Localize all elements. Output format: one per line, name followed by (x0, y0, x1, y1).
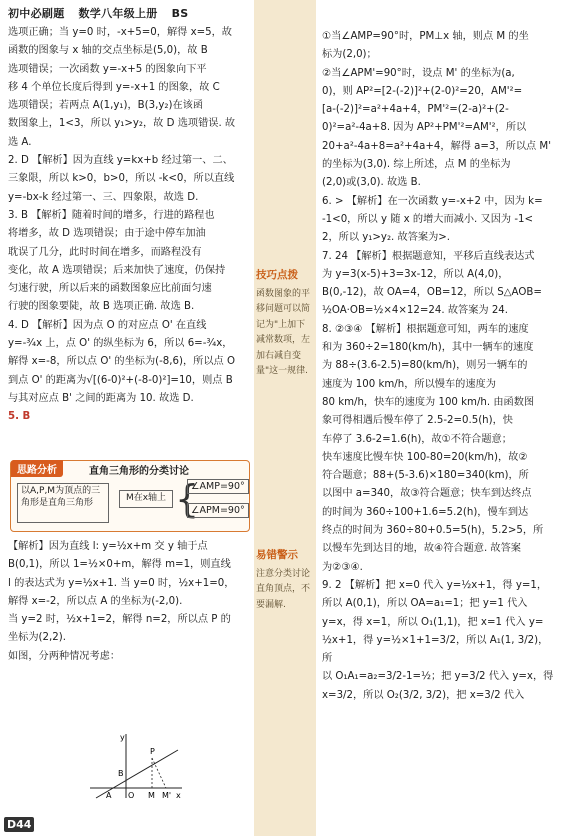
tip-warning-head: 易错警示 (256, 549, 298, 561)
tip-warning (256, 548, 314, 613)
think-title: 思路分析 (11, 460, 63, 477)
q2-answer: 2. D 【解析】因为直线 y=kx+b 经过第一、二、 三象限，所以 k>0，b>0，所以 -k<0，所以直线 y=-bx-k 经过第一、三、四象限，故选 D. (8, 155, 235, 203)
think-subtitle: 直角三角形的分类讨论 (89, 466, 189, 477)
q5-answer: 5. B (8, 411, 31, 423)
q6-answer: 6. > 【解析】在一次函数 y=-x+2 中，因为 k= -1<0，所以 y 随 x 的增大而减小. 又因为 -1< 2，所以 y₁>y₂. 故答案为>. (322, 195, 543, 244)
analysis-section (8, 538, 252, 666)
tip-technique-head: 技巧点拨 (256, 269, 298, 281)
m-on-x-axis-box: M在x轴上 (119, 490, 173, 508)
tip-warning-body: 注意分类讨论直角顶点，不要漏解. (256, 568, 311, 610)
y-label: y (120, 733, 125, 742)
b-label: B (118, 769, 124, 778)
q7-answer: 7. 24 【解析】根据题意知，平移后直线表达式 为 y=3(x-5)+3=3x-12，所以 A(4,0)， B(0,-12)，故 OA=4，OB=12，所以 S△AOB= ½OA·OB=½×4×12=24. 故答案为 24. (322, 250, 542, 317)
brace: { (175, 477, 200, 521)
coordinate-graph (86, 732, 186, 802)
a-label: A (106, 791, 112, 800)
q1-continuation: 选项正确；当 y=0 时，-x+5=0，解得 x=5，故 函数的图象与 x 轴的交点坐标是(5,0)，故 B 选项错误；一次函数 y=-x+5 的图象向下平 移 4 个单位长度后得到 y=-x+1 的图象，故 C 选项错误；若两点 A(1,y₁)，B(3,y₂)在该函 数图象上，1<3，所以 y₁>y₂，故 D 选项错误. 故 选 A. (8, 27, 236, 148)
series-title: 初中必刷题 (8, 7, 65, 20)
q4-answer: 4. D 【解析】因为点 O 的对应点 O' 在直线 y=-¾x 上，点 O' 的纵坐标为 6，所以 6=-¾x， 解得 x=-8，所以点 O' 的坐标为(-8,6)，所以点 O 到点 O' 的距离为√[(6-0)²+(-8-0)²]=10，则点 B 与其对应点 B' 之间的距离为 10. 故选 D. (8, 319, 235, 404)
mp-label: M' (162, 791, 172, 800)
tip-technique (256, 268, 314, 380)
q8-answer: 8. ②③④ 【解析】根据题意可知，两车的速度 和为 360÷2=180(km/h)，其中一辆车的速度 为 88÷(3.6-2.5)=80(km/h)，则另一辆车的 速度为 100 km/h，所以慢车的速度为 80 km/h，快车的速度为 100 km/h. 由函数图 象可得相遇后慢车停了 2.5-2=0.5(h)，快 车停了 3.6-2=1.6(h)，故①不符合题意； 快车速度比慢车快 100-80=20(km/h)，故② 符合题意；88+(5-3.6)×180=340(km)，所 以图中 a=340，故③符合题意；快车到达终点 的时间为 360÷100+1.6=5.2(h)，慢车到达 终点的时间为 360÷80+0.5=5(h)，5.2>5，所 以慢车先到达目的地，故④符合题意. 故答案 为②③④. (322, 323, 544, 573)
condition-box: 以A,P,M为顶点的三角形是直角三角形 (17, 483, 109, 523)
page-number: D44 (4, 817, 34, 832)
think-analysis-box (10, 460, 250, 532)
q5-cases: ①当∠AMP=90°时，PM⊥x 轴，则点 M 的坐 标为(2,0)； ②当∠APM'=90°时，设点 M' 的坐标为(a, 0)，则 AP²=[2-(-2)]²+(2-0)²=20，AM'²= [a-(-2)]²=a²+4a+4，PM'²=(2-a)²+(2- 0)²=a²-4a+8. 因为 AP²+PM'²=AM'²，所以 20+a²-4a+8=a²+4a+4，解得 a=3，所以点 M' 的坐标为(3,0). 综上所述，点 M 的坐标为 (2,0)或(3,0). 故选 B. (322, 31, 552, 189)
edition-label: BS (171, 6, 189, 20)
q3-answer: 3. B 【解析】随着时间的增多，行进的路程也 将增多，故 D 选项错误；由于途中停车加油 耽误了几分，此时时间在增多，而路程没有 变化，故 A 选项错误；后来加快了速度，仍保持 匀速行驶，所以后来的函数图象应比前面匀速 行驶的图象要陡，故 B 选项正确. 故选 B. (8, 209, 226, 313)
tips-column (254, 0, 316, 836)
left-column (8, 24, 252, 427)
p-label: P (150, 747, 155, 756)
tip-technique-body: 函数图象的平移问题可以简记为"上加下减常数项，左加右减自变量"这一规律. (256, 288, 311, 376)
m-label: M (148, 791, 155, 800)
o-label: O (128, 791, 135, 800)
q5-analysis: 【解析】因为直线 l: y=½x+m 交 y 轴于点 B(0,1)，所以 1=½×0+m，解得 m=1，则直线 l 的表达式为 y=½x+1. 当 y=0 时，½x+1=0， 解得 x=-2，所以点 A 的坐标为(-2,0). 当 y=2 时，½x+1=2，解得 n=2，所以点 P 的 坐标为(2,2). 如图，分两种情况考虑： (8, 541, 235, 662)
case-amp: ∠AMP=90° (187, 479, 249, 494)
case-apm: ∠APM=90° (187, 503, 249, 518)
right-column (322, 28, 557, 705)
subject-title: 数学八年级上册 (78, 7, 158, 20)
q9-answer: 9. 2 【解析】把 x=0 代入 y=½x+1，得 y=1， 所以 A(0,1)，所以 OA=a₁=1；把 y=1 代入 y=x，得 x=1，所以 O₁(1,1)，把 x=1 代入 y= ½x+1，得 y=½×1+1=3/2，所以 A₁(1, 3/2)，所 以 O₁A₁=a₂=3/2-1=½；把 y=3/2 代入 y=x，得 x=3/2，所以 O₂(3/2, 3/2)，把 x=3/2 代入 (322, 579, 554, 701)
pmp-segment (152, 758, 166, 788)
x-label: x (176, 791, 181, 800)
